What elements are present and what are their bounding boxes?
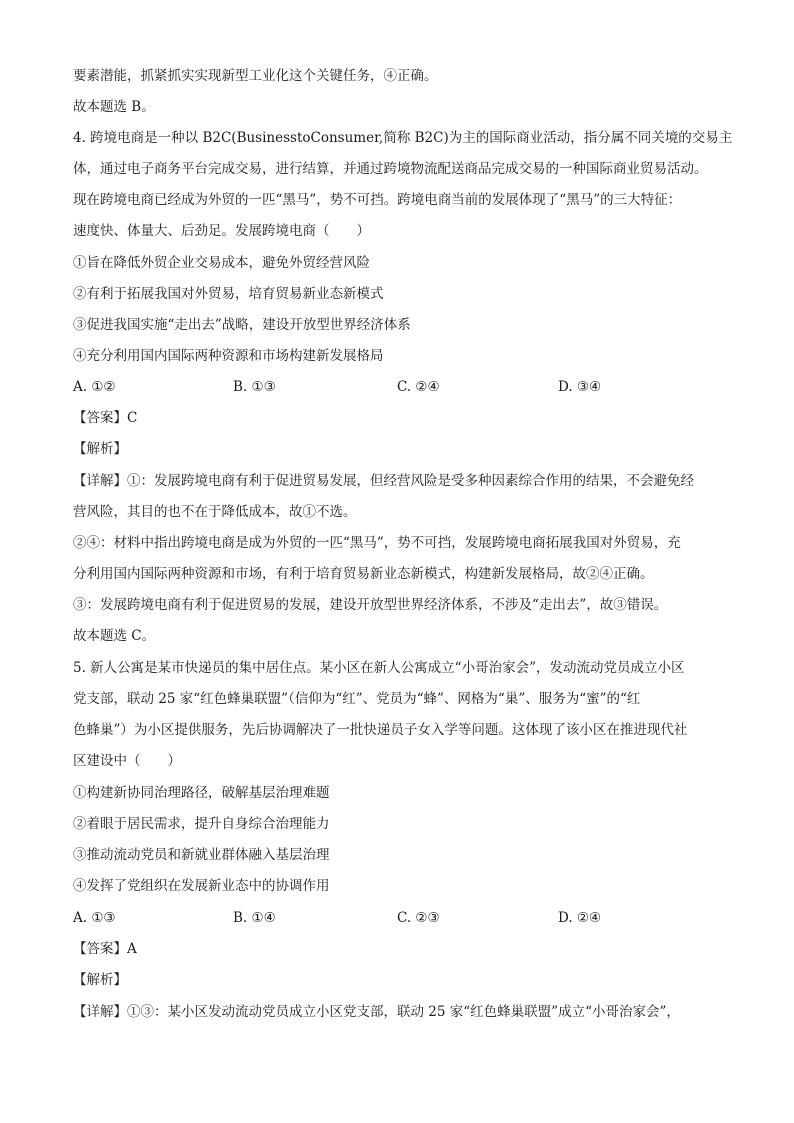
text-line: 速度快、体量大、后劲足。发展跨境电商（ ） [73,223,370,239]
q4-option-a: A. ①② [73,379,116,395]
q5-option-d: D. ②④ [558,910,602,926]
statement-4: ④发挥了党组织在发展新业态中的协调作用 [73,878,330,894]
answer-label: 【答案】C [73,410,138,426]
q5-option-c: C. ②③ [397,910,440,926]
statement-1: ①旨在降低外贸企业交易成本，避免外贸经营风险 [73,255,370,271]
q4-option-b: B. ①③ [233,379,276,395]
text-line: 体，通过电子商务平台完成交易，进行结算，并通过跨境物流配送商品完成交易的一种国际商业贸易活动。 [73,161,708,177]
statement-2: ②有利于拓展我国对外贸易，培育贸易新业态新模式 [73,286,384,302]
q5-option-a: A. ①③ [73,910,116,926]
explanation-line: ③：发展跨境电商有利于促进贸易的发展，建设开放型世界经济体系，不涉及“走出去”，故③错误。 [73,597,668,613]
text-line: 区建设中（ ） [73,753,181,769]
q4-option-d: D. ③④ [558,379,602,395]
text-line: 故本题选 B。 [73,99,155,115]
analysis-label: 【解析】 [73,441,127,457]
text-line: 故本题选 C。 [73,628,156,644]
statement-3: ③促进我国实施“走出去”战略，建设开放型世界经济体系 [73,317,411,333]
answer-label: 【答案】A [73,941,137,957]
explanation-line: 分利用国内国际两种资源和市场，有利于培育贸易新业态新模式，构建新发展格局，故②④正确。 [73,566,654,582]
statement-1: ①构建新协同治理路径，破解基层治理难题 [73,785,330,801]
explanation-line: 【详解】①③：某小区发动流动党员成立小区党支部，联动 25 家“红色蜂巢联盟”成立“小哥治家会”， [73,1004,680,1020]
explanation-line: ②④：材料中指出跨境电商是成为外贸的一匹“黑马”，势不可挡，发展跨境电商拓展我国对外贸易，充 [73,535,681,551]
text-line: 要素潜能，抓紧抓实实现新型工业化这个关键任务，④正确。 [73,68,438,84]
analysis-label: 【解析】 [73,972,127,988]
text-line: 党支部，联动 25 家“红色蜂巢联盟”（信仰为“红”、党员为“蜂”、网格为“巢”、服务为“蜜”的“红 [73,691,641,707]
text-line: 色蜂巢”）为小区提供服务，先后协调解决了一批快递员子女入学等问题。这体现了该小区在推进现代社 [73,722,688,738]
text-line: 现在跨境电商已经成为外贸的一匹“黑马”，势不可挡。跨境电商当前的发展体现了“黑马”的三大特征： [73,192,682,208]
statement-4: ④充分利用国内国际两种资源和市场构建新发展格局 [73,348,384,364]
statement-3: ③推动流动党员和新就业群体融入基层治理 [73,847,330,863]
question-4-stem: 4. 跨境电商是一种以 B2C(BusinesstoConsumer,简称 B2C)为主的国际商业活动，指分属不同关境的交易主 [73,130,733,146]
q5-option-b: B. ①④ [233,910,276,926]
question-5-stem: 5. 新人公寓是某市快递员的集中居住点。某小区在新人公寓成立“小哥治家会”，发动流动党员成立小区 [73,660,685,676]
q4-option-c: C. ②④ [397,379,440,395]
explanation-line: 【详解】①：发展跨境电商有利于促进贸易发展，但经营风险是受多种因素综合作用的结果，不会避免经 [73,473,694,489]
statement-2: ②着眼于居民需求，提升自身综合治理能力 [73,816,330,832]
explanation-line: 营风险，其目的也不在于降低成本，故①不选。 [73,504,357,520]
